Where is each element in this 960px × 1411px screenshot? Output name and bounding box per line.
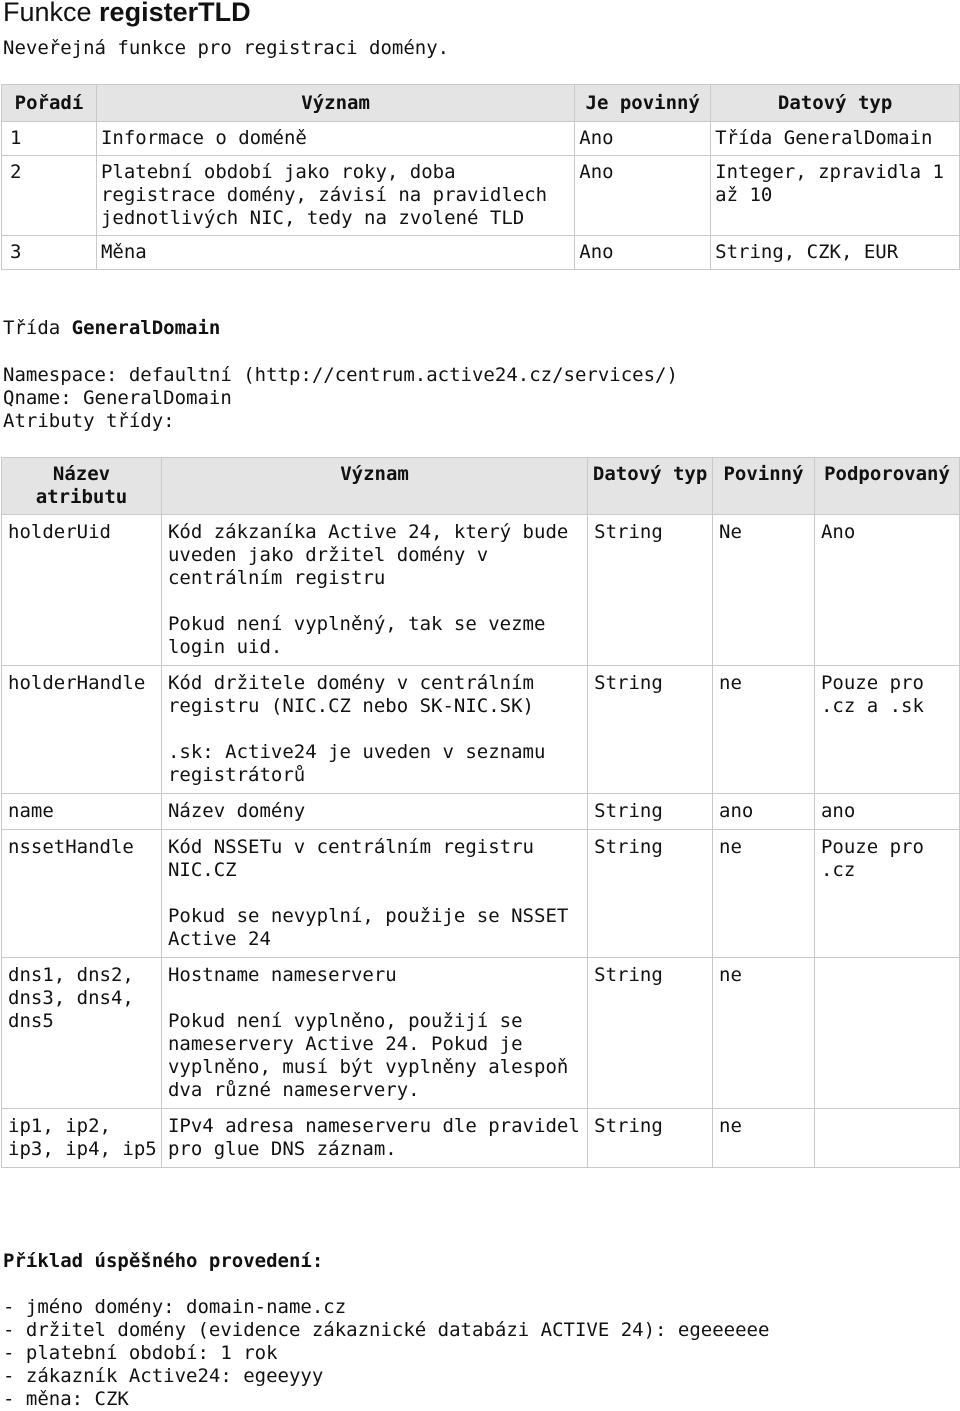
attr-required: ne	[713, 666, 815, 794]
attr-type: String	[588, 666, 713, 794]
attr-description	[161, 830, 587, 958]
param-order: 1	[2, 122, 97, 156]
list-item: - držitel domény (evidence zákaznické databázi ACTIVE 24): egeeeeee	[3, 1319, 770, 1341]
table-row	[2, 958, 960, 1109]
page-title-prefix: Funkce	[3, 0, 100, 27]
attr-name: ip1, ip2, ip3, ip4, ip5	[2, 1109, 162, 1168]
parameters-table	[1, 84, 960, 270]
attr-description	[161, 515, 587, 666]
param-order: 2	[2, 156, 97, 236]
attr-type: String	[588, 515, 713, 666]
param-order: 3	[2, 236, 97, 270]
table-row	[2, 122, 960, 156]
attr-description-note: Pokud není vyplněno, použijí se nameservery Active 24. Pokud je vyplněno, musí být vyplněny alespoň dva různé nameservery.	[167, 1010, 569, 1101]
column-header-attr-meaning: Význam	[161, 458, 587, 515]
attributes-label: Atributy třídy:	[3, 410, 175, 432]
attr-supported: ano	[814, 794, 959, 830]
attr-type: String	[588, 1109, 713, 1168]
attr-name: holderUid	[2, 515, 162, 666]
attributes-table	[1, 457, 960, 1168]
table-row	[2, 1109, 960, 1168]
table-row	[2, 830, 960, 958]
attr-supported	[814, 1109, 959, 1168]
attr-required: ano	[713, 794, 815, 830]
attr-description-main: Hostname nameserveru	[167, 964, 397, 986]
table-row	[2, 794, 960, 830]
column-header-required: Je povinný	[575, 85, 711, 122]
class-info	[3, 364, 678, 433]
column-header-order: Pořadí	[2, 85, 97, 122]
class-heading-name: GeneralDomain	[71, 317, 221, 339]
param-required: Ano	[575, 122, 711, 156]
attr-name: dns1, dns2, dns3, dns4, dns5	[2, 958, 162, 1109]
attr-name: holderHandle	[2, 666, 162, 794]
attr-description-main: Kód NSSETu v centrálním registru NIC.CZ	[167, 836, 534, 881]
column-header-attr-name: Název atributu	[2, 458, 162, 515]
attr-description-main: Název domény	[167, 800, 306, 822]
page-subtitle: Neveřejná funkce pro registraci domény.	[3, 37, 450, 59]
class-heading-prefix: Třída	[3, 317, 72, 339]
attr-description-note: Pokud se nevyplní, použije se NSSET Active 24	[167, 905, 569, 950]
attr-supported	[814, 958, 959, 1109]
attr-description-note: .sk: Active24 je uveden v seznamu registrátorů	[167, 741, 546, 786]
table-row	[2, 236, 960, 270]
list-item: - jméno domény: domain-name.cz	[3, 1296, 347, 1318]
attr-required: Ne	[713, 515, 815, 666]
attr-required: ne	[713, 830, 815, 958]
list-item: - měna: CZK	[3, 1388, 129, 1410]
param-type: Integer, zpravidla 1 až 10	[711, 156, 960, 236]
example-heading: Příklad úspěšného provedení:	[3, 1250, 324, 1272]
attr-description-main: Kód držitele domény v centrálním registru (NIC.CZ nebo SK-NIC.SK)	[167, 672, 534, 717]
list-item: - zákazník Active24: egeeyyy	[3, 1365, 324, 1387]
attr-name: nssetHandle	[2, 830, 162, 958]
param-type: Třída GeneralDomain	[711, 122, 960, 156]
attr-type: String	[588, 958, 713, 1109]
column-header-type: Datový typ	[711, 85, 960, 122]
page-title	[3, 0, 251, 28]
table-row	[2, 666, 960, 794]
attr-description-main: Kód zákzaníka Active 24, který bude uveden jako držitel domény v centrálním registru	[167, 521, 569, 589]
table-header-row	[2, 85, 960, 122]
param-meaning: Měna	[96, 236, 574, 270]
attr-type: String	[588, 830, 713, 958]
class-heading	[3, 317, 220, 340]
column-header-meaning: Význam	[96, 85, 574, 122]
function-name: registerTLD	[99, 0, 251, 27]
param-meaning: Informace o doméně	[96, 122, 574, 156]
attr-description	[161, 958, 587, 1109]
param-required: Ano	[575, 236, 711, 270]
table-row	[2, 156, 960, 236]
attr-type: String	[588, 794, 713, 830]
attr-required: ne	[713, 958, 815, 1109]
namespace-line: Namespace: defaultní (http://centrum.active24.cz/services/)	[3, 364, 678, 386]
table-header-row	[2, 458, 960, 515]
param-required: Ano	[575, 156, 711, 236]
attr-supported: Pouze pro .cz	[814, 830, 959, 958]
attr-description-main: IPv4 adresa nameserveru dle pravidel pro glue DNS záznam.	[167, 1115, 580, 1160]
param-meaning: Platební období jako roky, doba registrace domény, závisí na pravidlech jednotlivých NIC, tedy na zvolené TLD	[96, 156, 574, 236]
table-row	[2, 515, 960, 666]
column-header-attr-required: Povinný	[713, 458, 815, 515]
attr-description	[161, 1109, 587, 1168]
param-type: String, CZK, EUR	[711, 236, 960, 270]
list-item: - platební období: 1 rok	[3, 1342, 278, 1364]
attr-supported: Ano	[814, 515, 959, 666]
attr-description	[161, 794, 587, 830]
example-list	[3, 1296, 769, 1411]
column-header-attr-supported: Podporovaný	[814, 458, 959, 515]
attr-name: name	[2, 794, 162, 830]
attr-supported: Pouze pro .cz a .sk	[814, 666, 959, 794]
qname-line: Qname: GeneralDomain	[3, 387, 232, 409]
attr-description	[161, 666, 587, 794]
attr-required: ne	[713, 1109, 815, 1168]
attr-description-note: Pokud není vyplněný, tak se vezme login uid.	[167, 613, 546, 658]
column-header-attr-type: Datový typ	[588, 458, 713, 515]
